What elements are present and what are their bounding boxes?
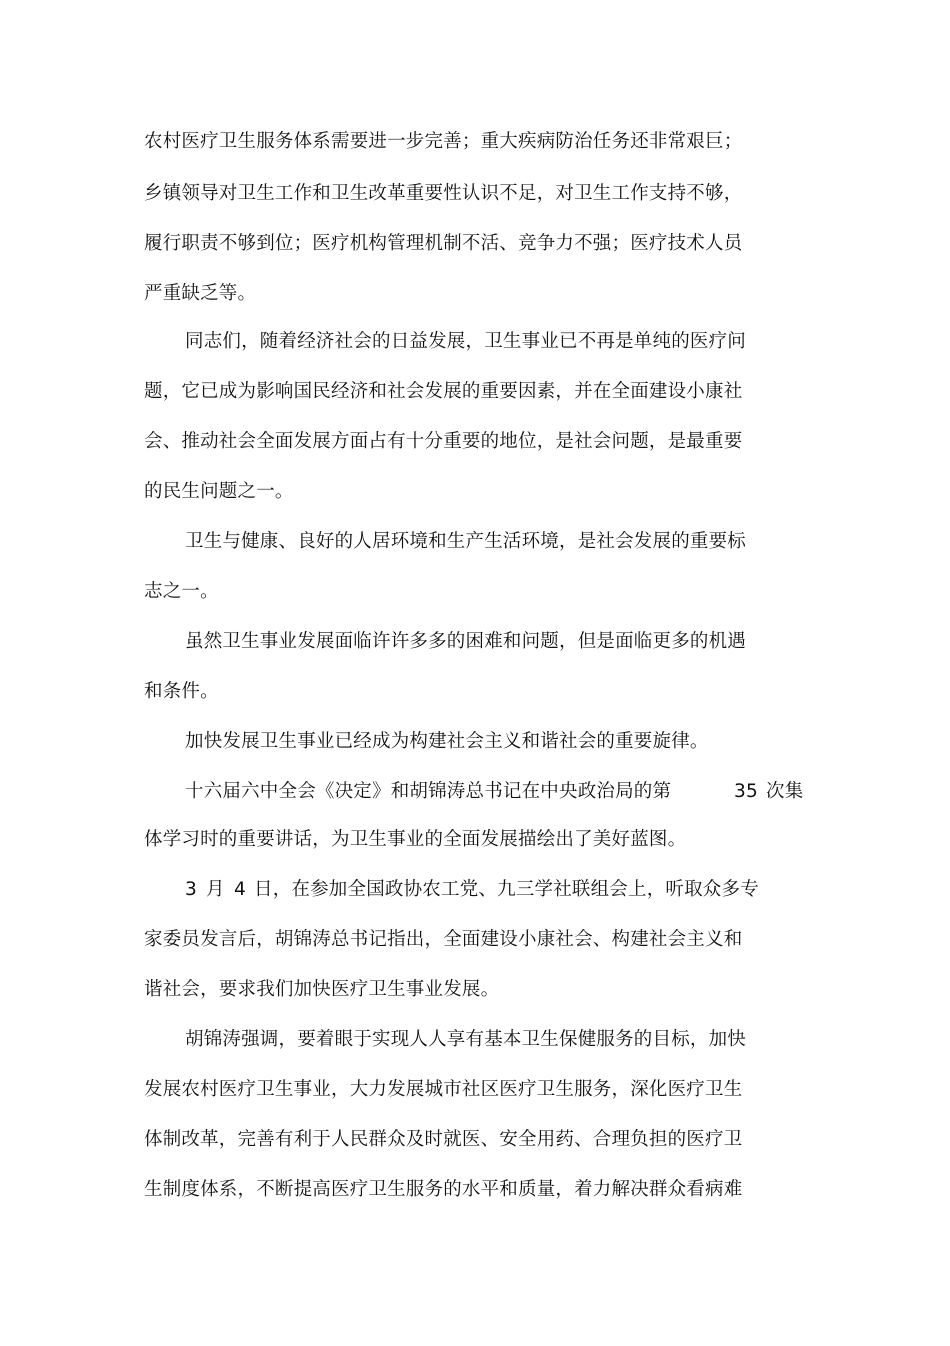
text-line: 家委员发言后，胡锦涛总书记指出，全面建设小康社会、构建社会主义和 [144, 929, 743, 950]
text-line: 同志们，随着经济社会的日益发展，卫生事业已不再是单纯的医疗问 [185, 331, 747, 352]
text-line: 农村医疗卫生服务体系需要进一步完善；重大疾病防治任务还非常艰巨； [144, 131, 743, 152]
text-line: 生制度体系，不断提高医疗卫生服务的水平和质量，着力解决群众看病难 [144, 1179, 743, 1200]
text-line: 会、推动社会全面发展方面占有十分重要的地位，是社会问题，是最重要 [144, 431, 743, 452]
text-line: 的民生问题之一。 [144, 481, 294, 502]
text-line: 体制改革，完善有利于人民群众及时就医、安全用药、合理负担的医疗卫 [144, 1129, 743, 1150]
text-line: 乡镇领导对卫生工作和卫生改革重要性认识不足，对卫生工作支持不够， [144, 183, 743, 204]
text-line: 履行职责不够到位；医疗机构管理机制不活、竞争力不强；医疗技术人员 [144, 233, 743, 254]
text-line: 虽然卫生事业发展面临许许多多的困难和问题，但是面临更多的机遇 [185, 631, 747, 652]
text-line: 严重缺乏等。 [144, 283, 257, 304]
text-line: 十六届六中全会《决定》和胡锦涛总书记在中央政治局的第 [185, 781, 672, 802]
text-line: 题，它已成为影响国民经济和社会发展的重要因素，并在全面建设小康社 [144, 381, 743, 402]
text-number: 4 [234, 879, 246, 900]
text-number: 35 [734, 781, 758, 802]
text-line: 和条件。 [144, 681, 219, 702]
text-line: 月 [206, 879, 225, 900]
text-line: 卫生与健康、良好的人居环境和生产生活环境，是社会发展的重要标 [185, 531, 747, 552]
text-number: 3 [185, 879, 197, 900]
text-line: 胡锦涛强调，要着眼于实现人人享有基本卫生保健服务的目标，加快 [185, 1029, 747, 1050]
text-line: 谐社会，要求我们加快医疗卫生事业发展。 [144, 979, 500, 1000]
text-line: 体学习时的重要讲话，为卫生事业的全面发展描绘出了美好蓝图。 [144, 829, 687, 850]
text-line: 次集 [766, 781, 804, 802]
text-line: 日，在参加全国政协农工党、九三学社联组会上，听取众多专 [254, 879, 759, 900]
text-line: 志之一。 [144, 581, 219, 602]
text-line: 发展农村医疗卫生事业，大力发展城市社区医疗卫生服务，深化医疗卫生 [144, 1079, 743, 1100]
text-line: 加快发展卫生事业已经成为构建社会主义和谐社会的重要旋律。 [185, 731, 709, 752]
